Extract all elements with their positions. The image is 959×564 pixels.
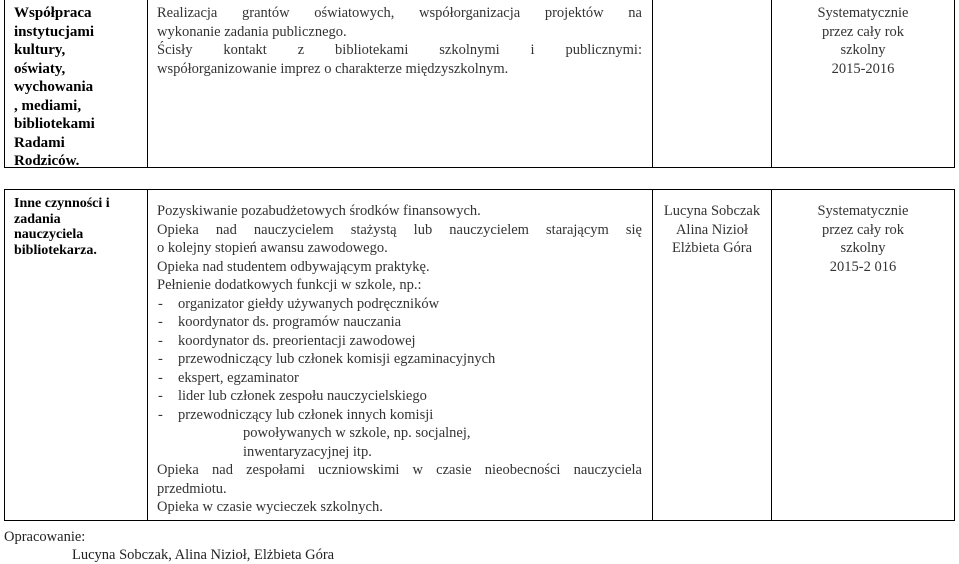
category-line: nauczyciela — [14, 227, 84, 242]
function-item — [157, 406, 642, 425]
tasks-cell — [148, 190, 653, 520]
dash-marker: - — [158, 295, 163, 312]
term-cell — [772, 0, 954, 167]
responsible-name: Lucyna Sobczak — [663, 203, 761, 219]
category-line: , mediami, — [14, 97, 82, 114]
category-line: Współpraca — [14, 5, 92, 21]
responsible-cell — [653, 190, 772, 520]
category-line: kultury, — [14, 42, 66, 58]
function-item — [157, 295, 642, 314]
term-line: szkolny — [840, 240, 886, 256]
category-line: Radami — [14, 134, 65, 151]
category-line: bibliotekami — [14, 116, 95, 132]
category-line: Rodziców. — [14, 153, 80, 169]
responsible-text — [653, 202, 771, 258]
footer-label: Opracowanie: — [4, 529, 86, 545]
dash-marker: - — [158, 369, 163, 386]
table-row — [4, 0, 955, 168]
task-line: Opieka nad zespołami uczniowskimi w czasie nieobecności nauczyciela — [157, 462, 642, 478]
function-label: lider lub członek zespołu nauczycielskiego — [178, 388, 427, 404]
function-item — [157, 313, 642, 332]
tasks-cell — [148, 0, 653, 167]
task-line: Opieka nad nauczycielem stażystą lub nauczycielem starającym się — [157, 221, 642, 238]
dash-marker: - — [158, 388, 163, 404]
dash-marker: - — [158, 332, 163, 349]
category-line: instytucjami — [14, 23, 94, 40]
function-label: przewodniczący lub członek innych komisji — [178, 406, 434, 423]
term-line: szkolny — [840, 42, 886, 58]
category-cell — [5, 190, 148, 520]
term-cell — [772, 190, 954, 520]
function-label: organizator giełdy używanych podręczników — [178, 295, 440, 312]
term-text — [772, 202, 954, 276]
task-line: Ścisły kontakt z bibliotekami szkolnymi i publicznymi: — [157, 42, 642, 58]
term-line: przez cały rok — [821, 23, 905, 40]
dash-marker: - — [158, 406, 163, 423]
category-cell — [5, 0, 148, 167]
category-text — [14, 196, 139, 258]
dash-marker: - — [158, 351, 163, 367]
term-line: 2015-2016 — [831, 60, 895, 77]
category-line: zadania — [14, 211, 61, 227]
function-label: koordynator ds. preorientacji zawodowej — [178, 332, 416, 349]
table-row — [4, 189, 955, 521]
category-text — [14, 4, 139, 171]
function-label: przewodniczący lub członek komisji egzaminacyjnych — [178, 351, 496, 367]
function-label: koordynator ds. programów nauczania — [178, 314, 402, 330]
category-line: oświaty, — [14, 60, 66, 77]
responsible-name: Alina Nizioł — [675, 221, 749, 238]
function-item — [157, 387, 642, 406]
responsible-cell — [653, 0, 772, 167]
term-text — [772, 4, 954, 78]
term-line: 2015-2 016 — [829, 258, 897, 275]
task-line: Realizacja grantów oświatowych, współorganizacja projektów na — [157, 5, 642, 21]
function-item — [157, 332, 642, 351]
term-line: Systematycznie — [817, 5, 909, 21]
category-line: bibliotekarza. — [14, 242, 97, 258]
term-line: przez cały rok — [821, 221, 905, 238]
function-label: ekspert, egzaminator — [178, 369, 299, 386]
task-line: Pełnienie dodatkowych funkcji w szkole, np.: — [157, 277, 422, 293]
function-continuation: powoływanych w szkole, np. socjalnej, — [243, 425, 471, 441]
task-line: Pozyskiwanie pozabudżetowych środków finansowych. — [157, 203, 481, 219]
responsible-name: Elżbieta Góra — [671, 240, 753, 256]
task-line: o kolejny stopień awansu zawodowego. — [157, 240, 388, 256]
task-line: Opieka w czasie wycieczek szkolnych. — [157, 499, 383, 515]
term-line: Systematycznie — [817, 203, 909, 219]
task-line: Opieka nad studentem odbywającym praktykę. — [157, 258, 430, 275]
function-continuation: inwentaryzacyjnej itp. — [243, 443, 372, 460]
tasks-text — [157, 4, 642, 78]
tasks-text — [157, 202, 642, 517]
category-line: Inne czynności i — [14, 196, 110, 211]
footer-authors: Lucyna Sobczak, Alina Nizioł, Elżbieta Góra — [72, 547, 335, 563]
task-line: przedmiotu. — [157, 480, 227, 497]
category-line: wychowania — [14, 79, 94, 95]
function-item — [157, 350, 642, 369]
function-item — [157, 369, 642, 388]
task-line: współorganizowanie imprez o charakterze międzyszkolnym. — [157, 60, 509, 77]
dash-marker: - — [158, 314, 163, 330]
task-line: wykonanie zadania publicznego. — [157, 23, 347, 40]
